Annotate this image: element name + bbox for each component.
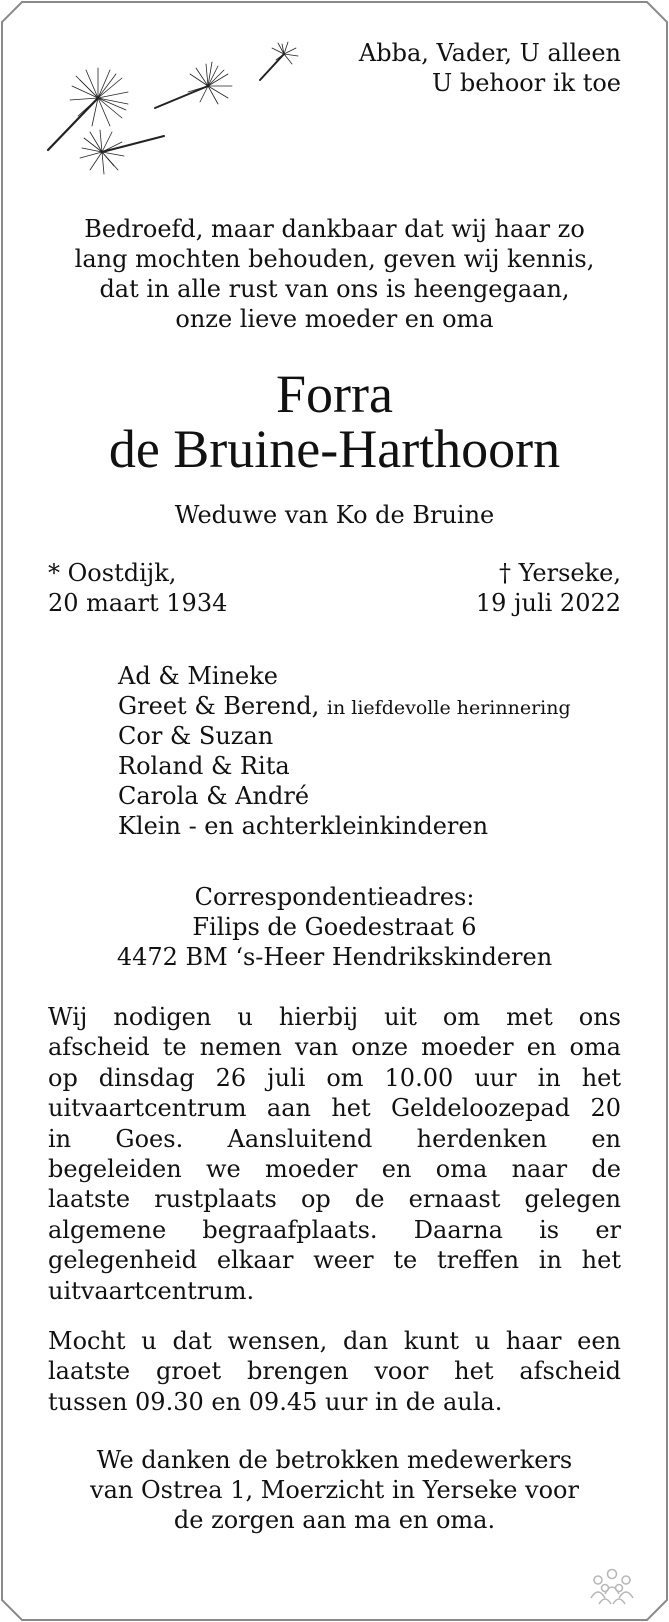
family-member: Greet & Berend, in liefdevolle herinnering [118, 692, 571, 720]
dandelion-seeds-illustration [40, 40, 310, 180]
visit-paragraph: Mocht u dat wensen, dan kunt u haar een laatste groet brengen voor het afscheid tussen 09.30 en 09.45 uur in de aula. [48, 1327, 621, 1416]
widow-line: Weduwe van Ko de Bruine [174, 501, 495, 529]
birth-date: 20 maart 1934 [48, 589, 228, 617]
thanks-line-3: de zorgen aan ma en oma. [173, 1506, 496, 1534]
address-label: Correspondentieadres: [194, 883, 475, 911]
death-date: 19 juli 2022 [475, 589, 621, 617]
intro-line-2: lang mochten behouden, geven wij kennis, [74, 245, 595, 273]
intro-line-4: onze lieve moeder en oma [175, 305, 494, 333]
address-city: 4472 BM ‘s-Heer Hendrikskinderen [116, 943, 553, 971]
family-member: Ad & Mineke [118, 662, 278, 690]
family-member: Cor & Suzan [118, 722, 274, 750]
intro-line-3: dat in alle rust van ons is heengegaan, [99, 275, 570, 303]
death-place: † Yerseke, [499, 559, 621, 587]
family-member: Roland & Rita [118, 752, 290, 780]
deceased-surname: de Bruine-Harthoorn [108, 419, 561, 479]
motto-line-1: Abba, Vader, U alleen [358, 39, 621, 67]
motto-line-2: U behoor ik toe [431, 69, 621, 97]
deceased-first-name: Forra [276, 364, 393, 424]
family-member: Klein - en achterkleinkinderen [118, 812, 489, 840]
address-street: Filips de Goedestraat 6 [192, 913, 477, 941]
people-group-logo [588, 1566, 636, 1606]
family-member: Carola & André [118, 782, 310, 810]
intro-line-1: Bedroefd, maar dankbaar dat wij haar zo [84, 215, 585, 243]
family-note: in liefdevolle herinnering [326, 697, 571, 719]
birth-place: * Oostdijk, [48, 559, 177, 587]
invitation-paragraph: Wij nodigen u hierbij uit om met ons afscheid te nemen van onze moeder en oma op dinsdag 26 juli om 10.00 uur in het uitvaartcentrum aan het Geldeloozepad 20 in Goes. Aansluitend herdenken en begeleiden we moeder en oma naar de laatste rustplaats op de ernaast gelegen algemene begraafplaats. Daarna is er gelegenheid elkaar weer te treffen in het uitvaartcentrum. [48, 1003, 621, 1305]
thanks-line-2: van Ostrea 1, Moerzicht in Yerseke voor [90, 1476, 579, 1504]
thanks-line-1: We danken de betrokken medewerkers [96, 1446, 573, 1474]
